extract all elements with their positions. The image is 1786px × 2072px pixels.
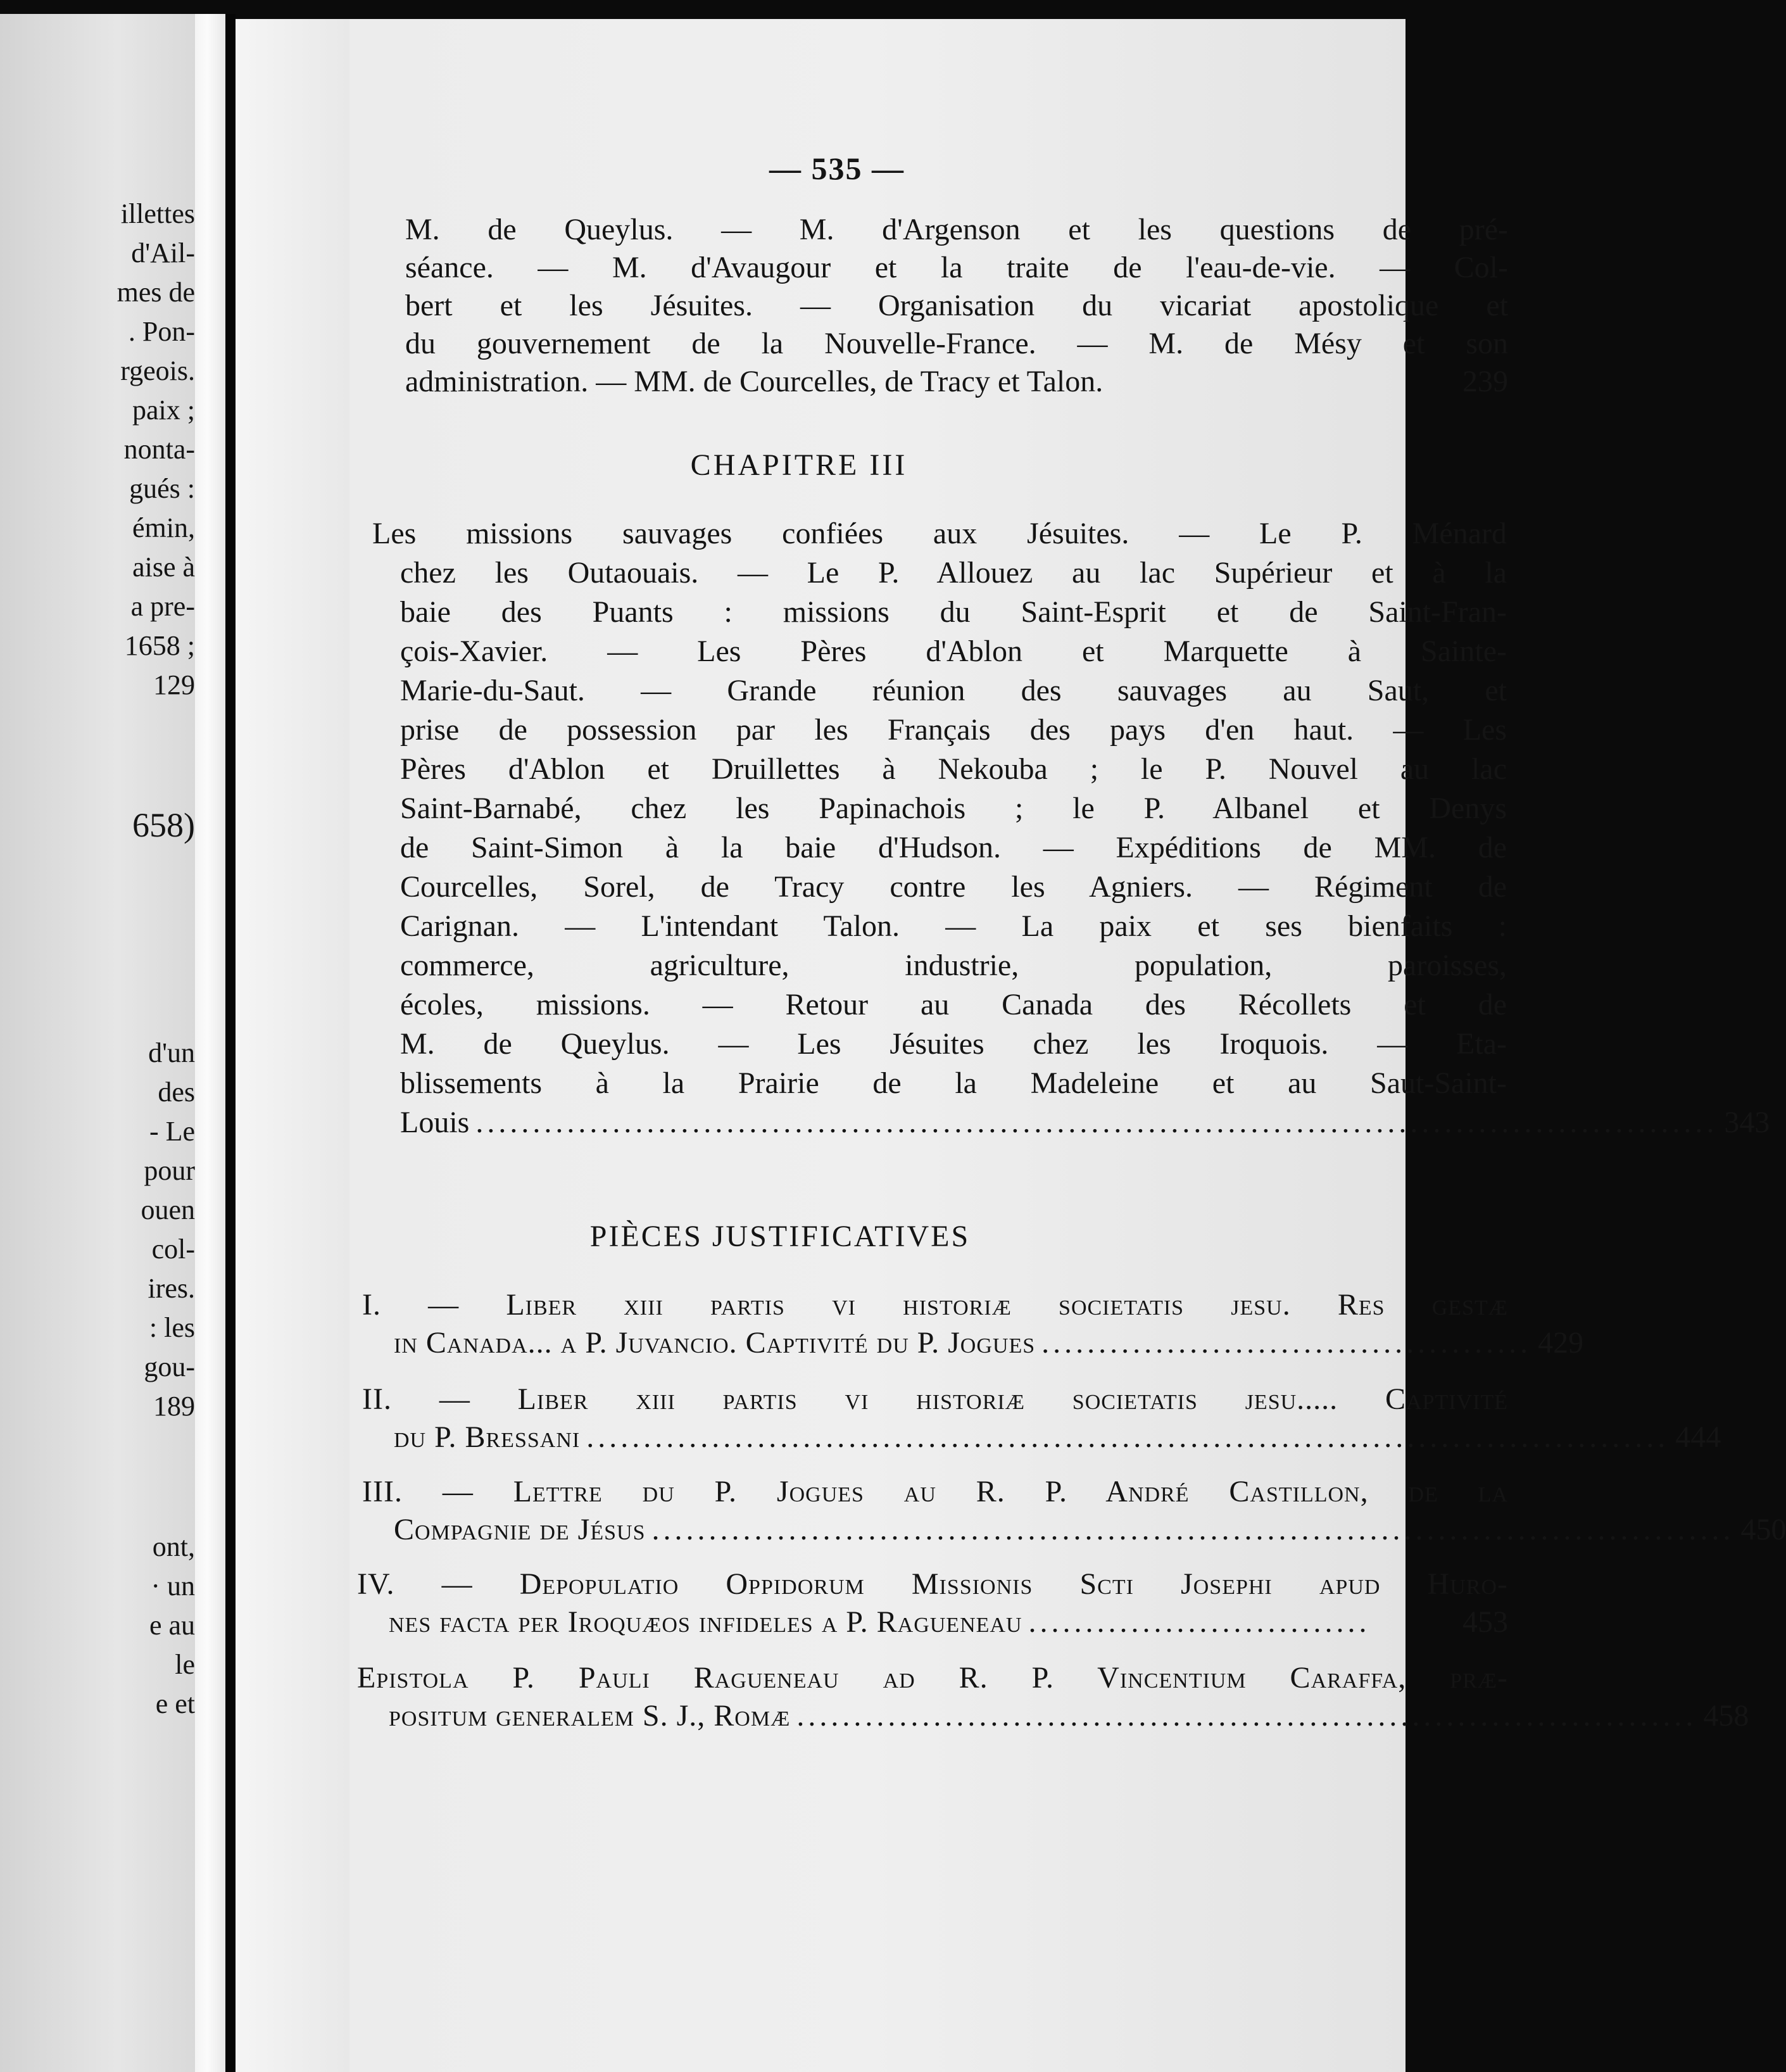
entry-line: Pères d'Ablon et Druillettes à Nekouba ; le P. Nouvel au lac [400, 752, 1507, 786]
entry-line: commerce, agriculture, industrie, population, paroisses, [400, 949, 1507, 982]
section-heading: PIÈCES JUSTIFICATIVES [589, 1220, 971, 1253]
piece-line: nes facta per Iroquæos infideles a P. Ragueneau [389, 1605, 1022, 1639]
entry-last-line [405, 363, 1508, 401]
piece-line: Compagnie de Jésus [394, 1513, 646, 1546]
page-reference: 444 [1675, 1420, 1721, 1454]
piece-item [362, 1286, 1584, 1362]
entry-line: administration. — MM. de Courcelles, de Tracy et Talon. [405, 365, 1104, 398]
book-page [236, 19, 1786, 2072]
entry-line: écoles, missions. — Retour au Canada des Récollets et de [400, 988, 1507, 1021]
left-fragment: · un [151, 1570, 195, 1601]
chapter-heading: CHAPITRE III [690, 448, 908, 482]
piece-line: positum generalem S. J., Romæ [389, 1699, 791, 1733]
left-fragment: e et [155, 1688, 195, 1719]
left-fragment: - Le [149, 1116, 195, 1147]
left-fragment: 658) [132, 806, 195, 844]
entry-line: prise de possession par les Français des pays d'en haut. — Les [400, 713, 1507, 747]
entry-line: Marie-du-Saut. — Grande réunion des sauvages au Saut, et [400, 674, 1507, 707]
left-fragment: le [175, 1649, 195, 1680]
page-reference: 458 [1703, 1699, 1749, 1733]
dot-leader: ............................................................................................................. [475, 1106, 1718, 1139]
previous-page-edge [0, 14, 195, 2072]
entry-line: bert et les Jésuites. — Organisation du vicariat apostolique et [405, 289, 1508, 322]
page-reference: 239 [1462, 365, 1508, 398]
entry-line: Saint-Barnabé, chez les Papinachois ; le P. Albanel et Denys [400, 792, 1507, 825]
left-fragment: pour [144, 1155, 195, 1186]
left-fragment: gou- [144, 1351, 195, 1382]
left-fragment: e au [149, 1610, 195, 1641]
piece-line: du P. Bressani [394, 1420, 581, 1454]
piece-last-line [362, 1511, 1786, 1549]
page-reference: 453 [1462, 1605, 1508, 1639]
left-fragment: ires. [148, 1273, 195, 1304]
piece-line: Epistola P. Pauli Ragueneau ad R. P. Vincentium Caraffa, præ- [357, 1661, 1508, 1695]
left-fragment: a pre- [130, 591, 195, 622]
piece-item [357, 1659, 1749, 1735]
piece-last-line [362, 1324, 1584, 1362]
left-fragment: . Pon- [128, 316, 195, 347]
left-fragment: aise à [132, 552, 195, 583]
piece-line: II. — Liber xiii partis vi historiæ societatis jesu..... Captivité [362, 1382, 1508, 1416]
left-fragment: paix ; [132, 395, 195, 426]
entry-line: du gouvernement de la Nouvelle-France. — M. de Mésy et son [405, 327, 1508, 360]
page-reference: 343 [1724, 1106, 1770, 1139]
dot-leader: ............................................................................................... [586, 1420, 1670, 1454]
entry-line: séance. — M. d'Avaugour et la traite de l'eau-de-vie. — Col- [405, 251, 1508, 284]
entry-last-line [400, 1104, 1770, 1142]
page-inner-margin [236, 19, 349, 2072]
left-fragment: 129 [153, 669, 195, 700]
entry-line: baie des Puants : missions du Saint-Esprit et de Saint-Fran- [400, 595, 1507, 629]
left-fragment: rgeois. [120, 355, 195, 386]
left-fragment: nonta- [123, 434, 195, 465]
piece-last-line [357, 1603, 1508, 1641]
left-fragment: illettes [120, 198, 195, 229]
piece-line: IV. — Depopulatio Oppidorum Missionis Scti Josephi apud Huro- [357, 1567, 1508, 1601]
entry-line: M. de Queylus. — M. d'Argenson et les questions de pré- [405, 213, 1508, 246]
entry-line: çois-Xavier. — Les Pères d'Ablon et Marquette à Sainte- [400, 635, 1507, 668]
piece-line: I. — Liber xiii partis vi historiæ societatis jesu. Res gestæ [362, 1288, 1508, 1322]
left-fragment: d'un [148, 1037, 195, 1068]
left-fragment: ouen [141, 1194, 195, 1225]
entry-line: Courcelles, Sorel, de Tracy contre les Agniers. — Régiment de [400, 870, 1507, 904]
piece-item [357, 1565, 1508, 1641]
page-number: — 535 — [769, 151, 905, 186]
piece-item [362, 1473, 1786, 1549]
entry-line: Carignan. — L'intendant Talon. — La paix et ses bienfaits : [400, 909, 1507, 943]
left-fragment: mes de [116, 277, 195, 308]
dot-leader: .............................. [1028, 1605, 1371, 1639]
piece-last-line [357, 1697, 1749, 1735]
piece-last-line [362, 1418, 1721, 1456]
left-fragment: émin, [132, 512, 195, 543]
left-fragment: 1658 ; [124, 630, 195, 661]
dot-leader: ............................................................................................... [651, 1513, 1735, 1546]
dot-leader: ........................................... [1041, 1326, 1532, 1360]
entry-line: chez les Outaouais. — Le P. Allouez au lac Supérieur et à la [400, 556, 1507, 590]
entry-line: M. de Queylus. — Les Jésuites chez les Iroquois. — Eta- [400, 1027, 1507, 1061]
dot-leader: ............................................................................... [796, 1699, 1697, 1733]
entry-line: blissements à la Prairie de la Madeleine et au Saut-Saint- [400, 1066, 1507, 1100]
entry-line: de Saint-Simon à la baie d'Hudson. — Expéditions de MM. de [400, 831, 1507, 864]
left-fragment: 189 [153, 1391, 195, 1422]
left-fragment: gués : [129, 473, 195, 504]
left-fragment: des [158, 1077, 195, 1108]
left-fragment: ont, [152, 1531, 195, 1562]
binding-gutter [195, 14, 225, 2072]
entry-line: Les missions sauvages confiées aux Jésuites. — Le P. Ménard [372, 517, 1507, 550]
page-reference: 450 [1740, 1513, 1786, 1546]
piece-line: III. — Lettre du P. Jogues au R. P. André Castillon, de la [362, 1475, 1508, 1508]
piece-item [362, 1380, 1721, 1456]
entry-line: Louis [400, 1106, 470, 1139]
piece-line: in Canada... a P. Juvancio. Captivité du P. Jogues [394, 1326, 1036, 1360]
left-fragment: col- [151, 1234, 195, 1265]
left-fragment: : les [149, 1312, 195, 1343]
left-fragment: d'Ail- [131, 237, 195, 268]
page-reference: 429 [1538, 1326, 1584, 1360]
binding-shadow [225, 14, 236, 2072]
